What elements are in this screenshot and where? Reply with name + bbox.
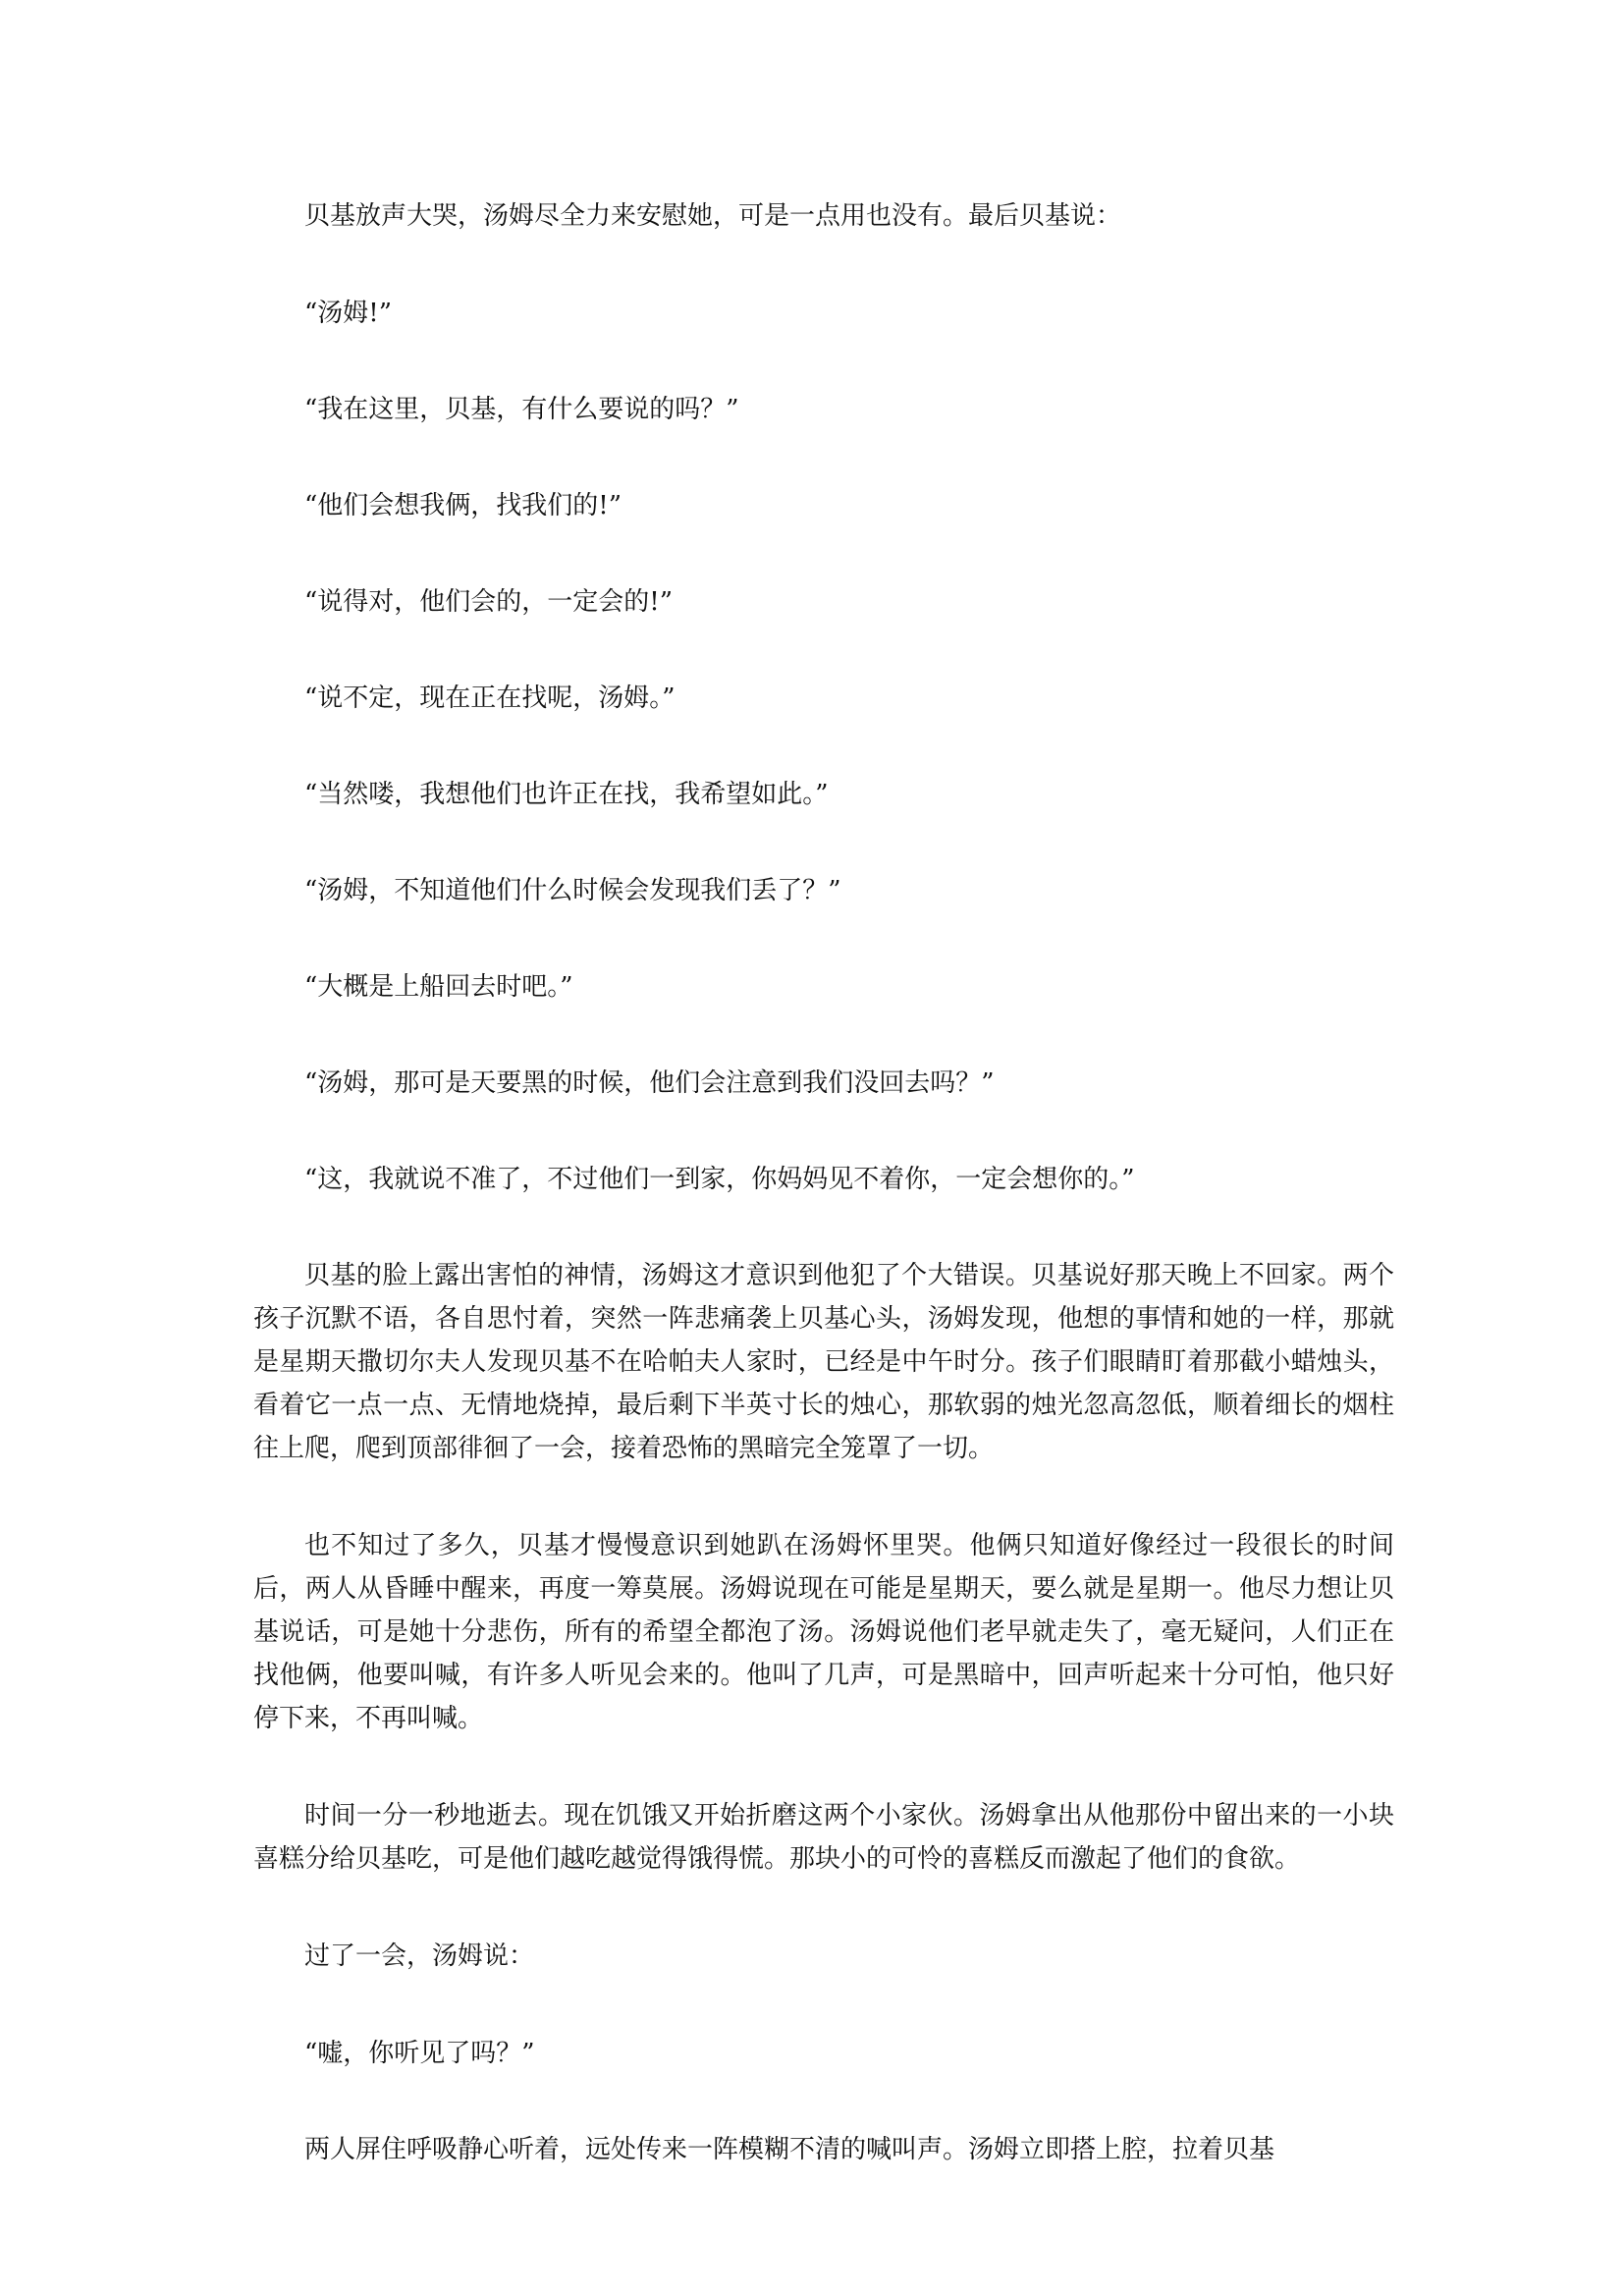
dialog-line: “说得对，他们会的，一定会的!” (304, 587, 674, 617)
document-body (253, 194, 1394, 2225)
paragraph: 也不知过了多久，贝基才慢慢意识到她趴在汤姆怀里哭。他俩只知道好像经过一段很长的时间后，两人从昏睡中醒来，再度一筹莫展。汤姆说现在可能是星期天，要么就是星期一。他尽力想让贝基说话，可是她十分悲伤，所有的希望全都泡了汤。汤姆说他们老早就走失了，毫无疑问，人们正在找他俩，他要叫喊，有许多人听见会来的。他叫了几声，可是黑暗中，回声听起来十分可怕，他只好停下来，不再叫喊。 (253, 1531, 1394, 1733)
dialog-line: “我在这里，贝基，有什么要说的吗？” (304, 395, 739, 424)
dialog-line: “汤姆，那可是天要黑的时候，他们会注意到我们没回去吗？” (304, 1068, 995, 1098)
dialog-line: “汤姆!” (304, 299, 393, 328)
paragraph: 时间一分一秒地逝去。现在饥饿又开始折磨这两个小家伙。汤姆拿出从他那份中留出来的一小块喜糕分给贝基吃，可是他们越吃越觉得饿得慌。那块小的可怜的喜糕反而激起了他们的食欲。 (253, 1801, 1394, 1874)
paragraph: 贝基放声大哭，汤姆尽全力来安慰她，可是一点用也没有。最后贝基说： (304, 201, 1122, 231)
dialog-line: “这，我就说不准了，不过他们一到家，你妈妈见不着你，一定会想你的。” (304, 1165, 1135, 1194)
dialog-line: “他们会想我俩，找我们的!” (304, 491, 622, 520)
paragraph: 贝基的脸上露出害怕的神情，汤姆这才意识到他犯了个大错误。贝基说好那天晚上不回家。两个孩子沉默不语，各自思忖着，突然一阵悲痛袭上贝基心头，汤姆发现，他想的事情和她的一样，那就是星期天撒切尔夫人发现贝基不在哈帕夫人家时，已经是中午时分。孩子们眼睛盯着那截小蜡烛头，看着它一点一点、无情地烧掉，最后剩下半英寸长的烛心，那软弱的烛光忽高忽低，顺着细长的烟柱往上爬，爬到顶部徘徊了一会，接着恐怖的黑暗完全笼罩了一切。 (253, 1261, 1394, 1463)
paragraph: 两人屏住呼吸静心听着，远处传来一阵模糊不清的喊叫声。汤姆立即搭上腔，拉着贝基 (304, 2135, 1275, 2164)
dialog-line: “嘘，你听见了吗？” (304, 2039, 535, 2068)
dialog-line: “说不定，现在正在找呢，汤姆。” (304, 683, 676, 713)
dialog-line: “大概是上船回去时吧。” (304, 972, 573, 1002)
paragraph: 过了一会，汤姆说： (304, 1941, 535, 1971)
dialog-line: “当然喽，我想他们也许正在找，我希望如此。” (304, 780, 829, 809)
dialog-line: “汤姆，不知道他们什么时候会发现我们丢了？” (304, 876, 841, 905)
